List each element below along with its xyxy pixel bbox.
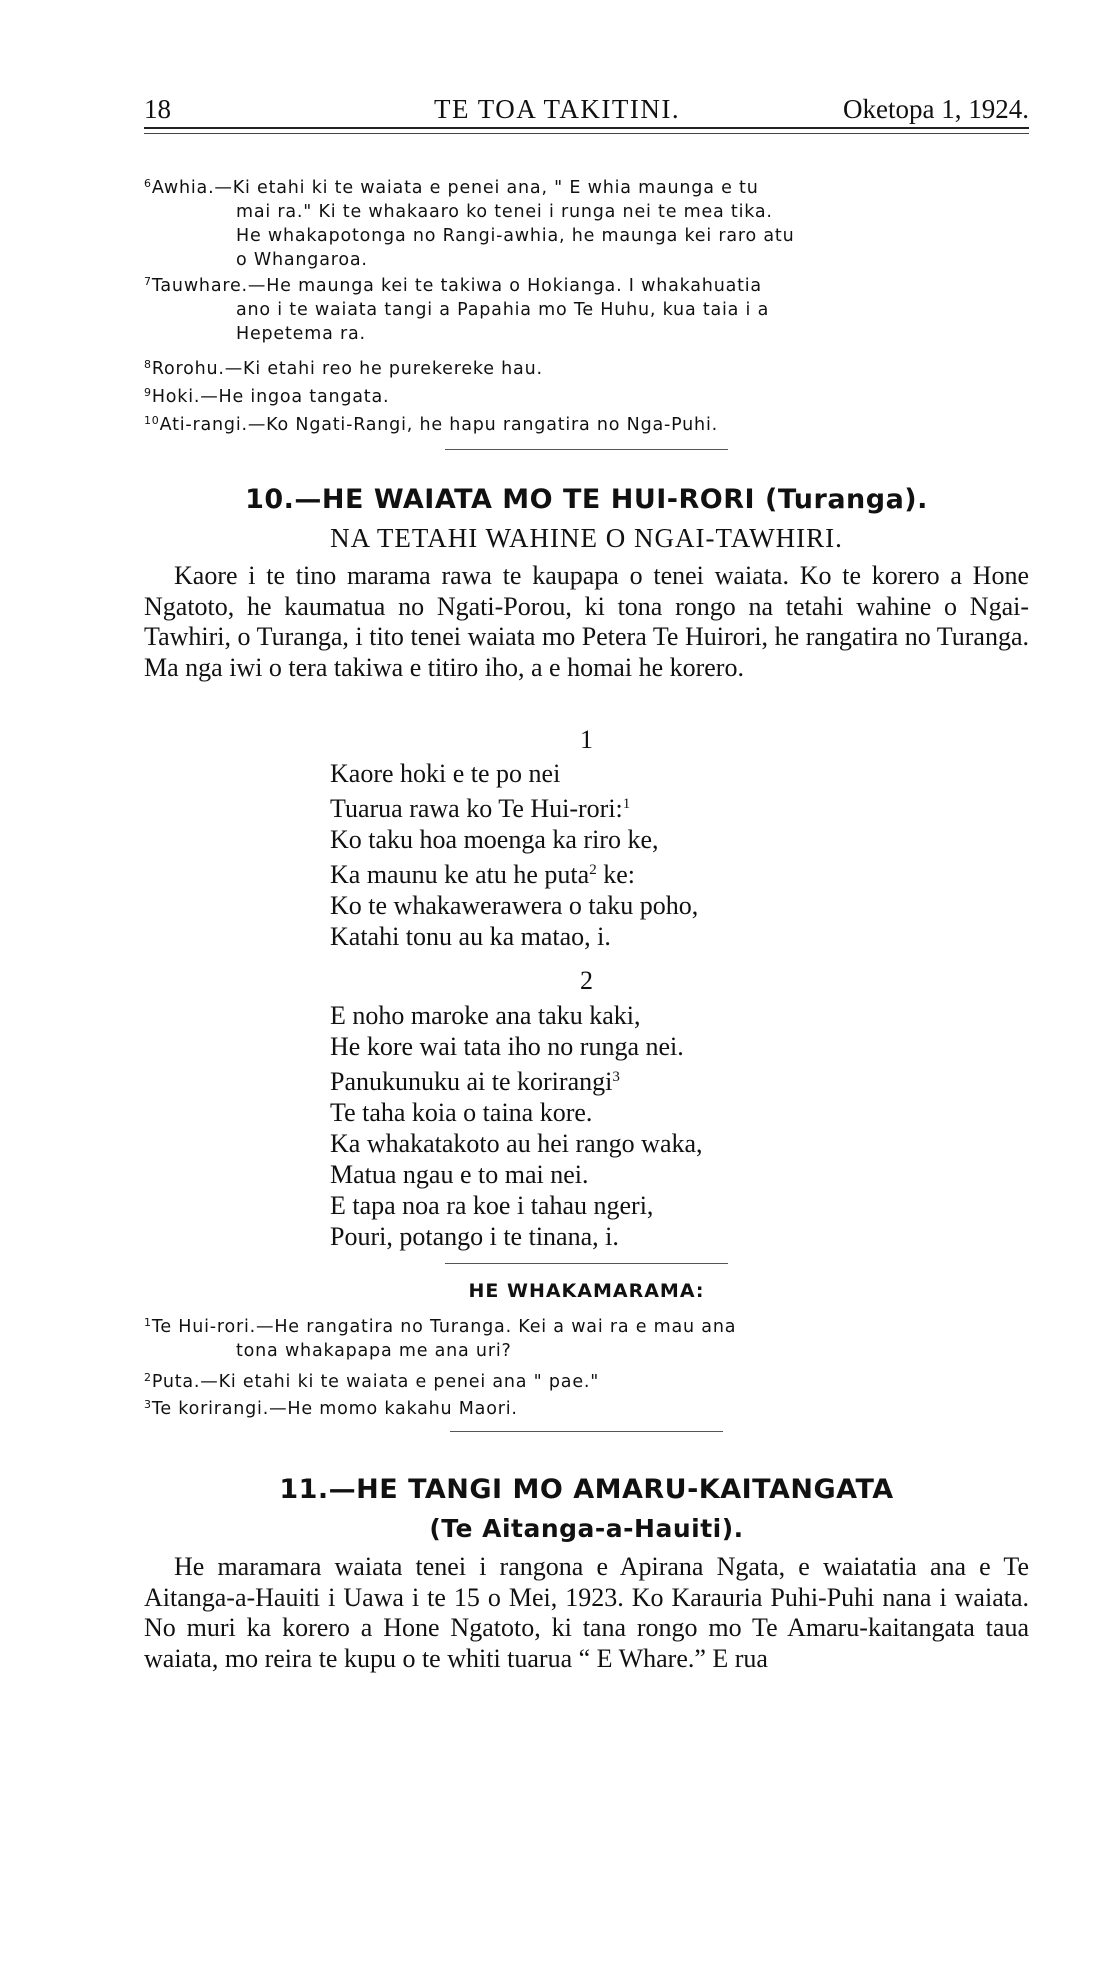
issue-date: Oketopa 1, 1924. [843, 94, 1029, 124]
section-10-intro: Kaore i te tino marama rawa te kaupapa o tenei waiata. Ko te korero a Hone Ngatoto, he kaumatua no Ngati-Porou, ki tona rongo na tetahi wahine o Ngai-Tawhiri, o Turanga, i tito tenei waiata mo Petera Te Huirori, he rangatira no Turanga. Ma nga iwi o tera takiwa e titiro iho, a e homai he korero. [144, 561, 1029, 682]
verse-line: Te taha koia o taina kore. [330, 1098, 593, 1127]
stanza-1-number: 1 [580, 725, 593, 754]
note-8: $^8$Rorohu.—Ki etahi reo he purekereke hau. [144, 358, 543, 379]
verse-line: Matua ngau e to mai nei. [330, 1160, 589, 1189]
verse-line: Ko taku hoa moenga ka riro ke, [330, 825, 659, 854]
note-10: $^{10}$Ati-rangi.—Ko Ngati-Rangi, he hapu rangatira no Nga-Puhi. [144, 414, 718, 435]
section-divider [450, 1431, 723, 1432]
section-10-subheading: NA TETAHI WAHINE O NGAI-TAWHIRI. [330, 523, 843, 553]
verse-line: Ka whakatakoto au hei rango waka, [330, 1129, 703, 1158]
verse-line: Tuarua rawa ko Te Hui-rori:$^1$ [330, 794, 631, 823]
section-11-heading: 11.—HE TANGI MO AMARU-KAITANGATA [279, 1474, 894, 1505]
stanza-divider [445, 1263, 728, 1264]
section-10-heading: 10.—HE WAIATA MO TE HUI-RORI (Turanga). [245, 484, 928, 515]
footnote-2: $^2$Puta.—Ki etahi ki te waiata e penei ana " pae." [144, 1371, 600, 1392]
explanation-heading: HE WHAKAMARAMA: [468, 1280, 705, 1302]
stanza-2 [330, 1000, 980, 1252]
header-rule [144, 127, 1029, 129]
running-header [144, 94, 1029, 130]
verse-line: Katahi tonu au ka matao, i. [330, 922, 611, 951]
verse-line: E noho maroke ana taku kaki, [330, 1001, 641, 1030]
page-number: 18 [144, 94, 171, 124]
stanza-1 [330, 758, 980, 952]
footnote-1: $^1$Te Hui-rori.—He rangatira no Turanga. Kei a wai ra e mau ana tona whakapapa me ana uri? [144, 1316, 737, 1361]
verse-line: Pouri, potango i te tinana, i. [330, 1222, 619, 1251]
stanza-2-number: 2 [580, 966, 593, 995]
header-rule-thin [144, 133, 1029, 134]
verse-line: E tapa noa ra koe i tahau ngeri, [330, 1191, 654, 1220]
note-9: $^9$Hoki.—He ingoa tangata. [144, 386, 390, 407]
note-6: $^6$Awhia.—Ki etahi ki te waiata e penei ana, " E whia maunga e tu mai ra." Ki te whakaaro ko tenei i runga nei te mea tika. He whakapotonga no Rangi-awhia, he maunga kei raro atu o Whangaroa. [144, 177, 795, 270]
verse-line: Panukunuku ai te korirangi$^3$ [330, 1067, 620, 1096]
verse-line: He kore wai tata iho no runga nei. [330, 1032, 684, 1061]
section-divider [445, 449, 728, 450]
verse-line: Ko te whakawerawera o taku poho, [330, 891, 699, 920]
section-11-intro: He maramara waiata tenei i rangona e Apirana Ngata, e waiatatia ana e Te Aitanga-a-Hauiti i Uawa i te 15 o Mei, 1923. Ko Karauria Puhi-Puhi nana i waiata. No muri ka korero a Hone Ngatoto, ki tana rongo mo Te Amaru-kaitangata taua waiata, mo reira te kupu o te whiti tuarua “ E Whare.” E rua [144, 1552, 1029, 1673]
verse-line: Kaore hoki e te po nei [330, 759, 561, 788]
section-11-subheading: (Te Aitanga-a-Hauiti). [429, 1514, 744, 1543]
footnote-3: $^3$Te korirangi.—He momo kakahu Maori. [144, 1398, 518, 1419]
publication-title: TE TOA TAKITINI. [434, 94, 681, 124]
note-7: $^7$Tauwhare.—He maunga kei te takiwa o Hokianga. I whakahuatia ano i te waiata tangi a Papahia mo Te Huhu, kua taia i a Hepetema ra. [144, 275, 770, 344]
verse-line: Ka maunu ke atu he puta$^2$ ke: [330, 860, 635, 889]
